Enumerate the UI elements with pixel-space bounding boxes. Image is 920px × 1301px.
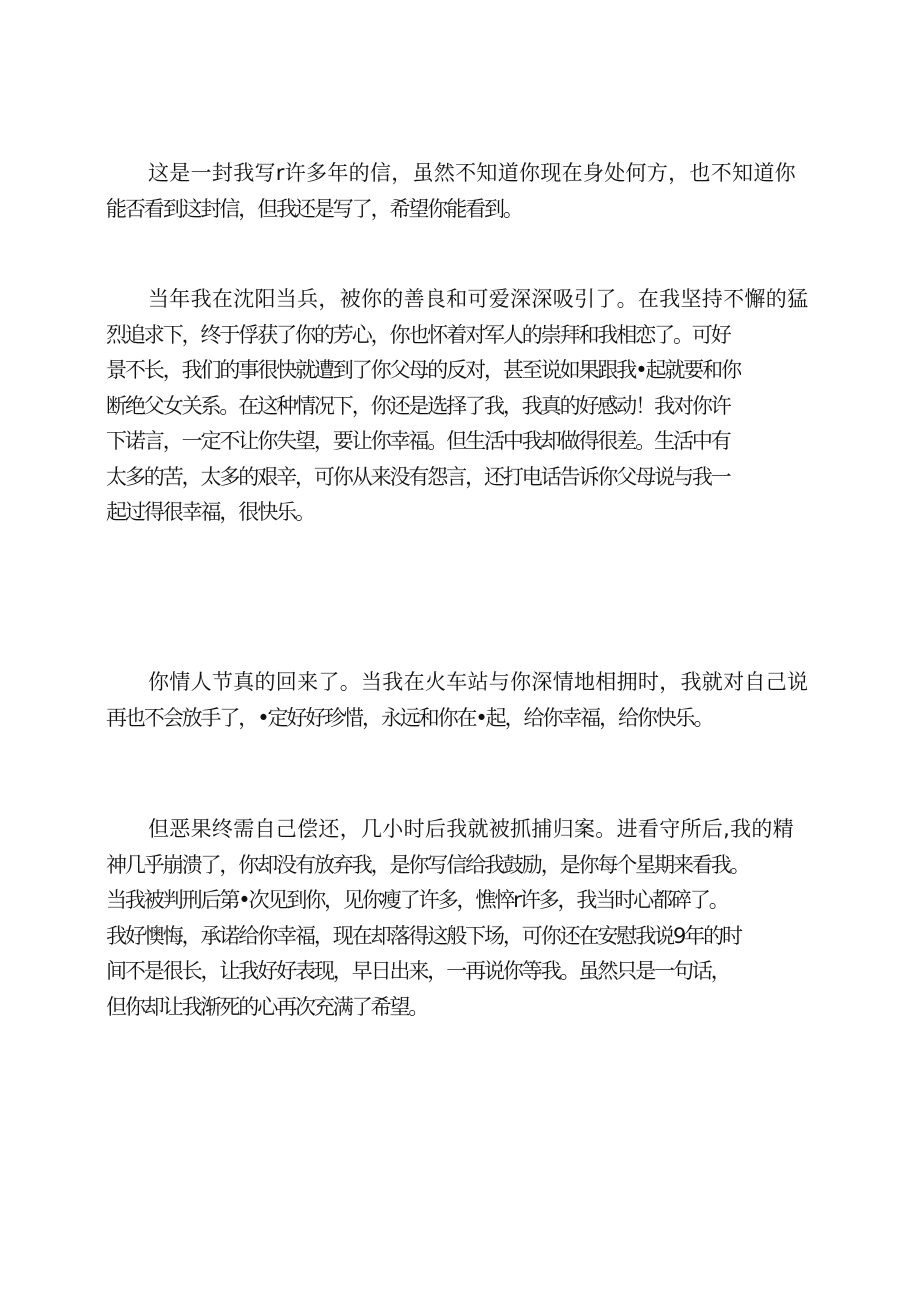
paragraph-4 [106,812,846,1025]
text-line: 烈追求下，终于俘获了你的芳心，你也怀着对军人的崇拜和我相恋了。可好 [106,322,730,347]
text-line: 你情人节真的回来了。当我在火车站与你深情地相拥时，我就对自己说 [148,670,809,694]
text-line: 但恶果终需自己偿还，几小时后我就被抓捕归案。进看守所后,我的精 [148,817,794,841]
text-line: 断绝父女关系。在这种情况下，你还是选择了我，我真的好感动！我对你许 [106,393,730,418]
paragraph-3 [106,665,846,736]
text-line: 当年我在沈阳当兵，被你的善良和可爱深深吸引了。在我坚持不懈的猛 [148,287,809,311]
text-line: 起过得很幸福，很快乐。 [106,500,314,524]
text-line: 太多的苦，太多的艰辛，可你从来没有怨言，还打电话告诉你父母说与我一 [106,464,730,489]
text-line: 我好懊悔，承诺给你幸福，现在却落得这般下场，可你还在安慰我说9年的时 [106,923,741,948]
text-line: 神几乎崩溃了，你却没有放弃我，是你写信给我鼓励，是你每个星期来看我。 [106,852,749,877]
text-line: 再也不会放手了，•定好好珍惜，永远和你在•起，给你幸福，给你快乐。 [106,705,713,730]
text-line: 这是一封我写r许多年的信，虽然不知道你现在身处何方，也不知道你 [148,161,796,185]
text-line: 能否看到这封信，但我还是写了，希望你能看到。 [106,196,522,221]
text-line: 但你却让我渐死的心再次充满了希望。 [106,994,428,1019]
text-line: 当我被判刑后第•次见到你，见你瘦了许多，憔悴r许多，我当时心都碎了。 [106,888,728,912]
text-line: 下诺言，一定不让你失望，要让你幸福。但生活中我却做得很差。生活中有 [106,429,730,453]
paragraph-1 [106,156,846,227]
text-line: 间不是很长，让我好好表现，早日出来，一再说你等我。虽然只是一句话， [106,959,730,983]
text-line: 景不长，我们的事很快就遭到了你父母的反对，甚至说如果跟我•起就要和你 [106,358,740,382]
paragraph-2 [106,282,846,531]
